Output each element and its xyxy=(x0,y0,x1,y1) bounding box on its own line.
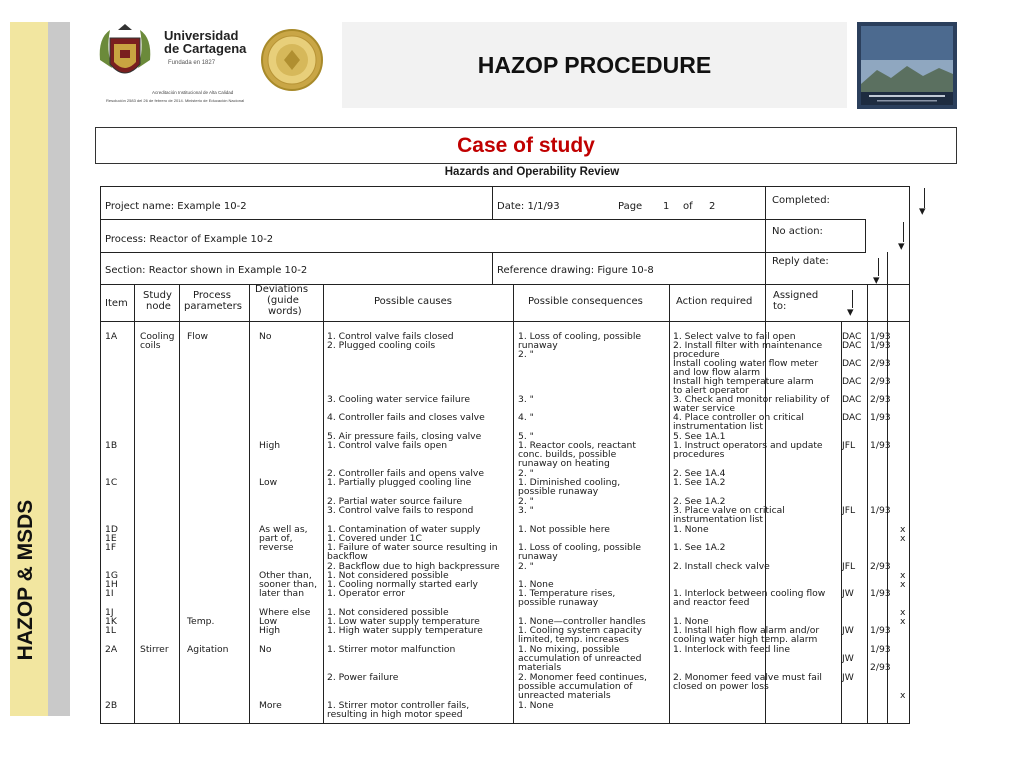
cell-cons: limited, temp. increases xyxy=(518,634,629,645)
university-logo xyxy=(92,20,332,115)
accreditation-seal-icon xyxy=(262,30,322,90)
cell-x: x xyxy=(900,579,906,590)
logo-accreditation-2: Resolución 2583 del 26 de febrero de 2014. Ministerio de Educación Nacional xyxy=(106,98,245,103)
cell-dev: High xyxy=(259,440,281,451)
cell-act: 3. Check and monitor reliability of xyxy=(673,394,830,405)
cell-act: 2. Install check valve xyxy=(673,561,770,572)
cell-who: DAC xyxy=(842,358,862,369)
page-number: 1 xyxy=(663,201,670,212)
cell-cons: 2. " xyxy=(518,468,534,479)
cell-item: 1F xyxy=(105,542,117,553)
cell-dev: reverse xyxy=(259,542,294,553)
cell-date: 2/93 xyxy=(870,376,891,387)
cell-cause: 3. Cooling water service failure xyxy=(327,394,470,405)
page-title: HAZOP PROCEDURE xyxy=(342,22,847,108)
cell-cons: 2. " xyxy=(518,496,534,507)
cell-who: DAC xyxy=(842,331,862,342)
cell-date: 1/93 xyxy=(870,412,891,423)
cell-cons: 2. " xyxy=(518,561,534,572)
cell-who: DAC xyxy=(842,394,862,405)
cell-cause: 4. Controller fails and closes valve xyxy=(327,412,485,423)
cell-act: 2. Install filter with maintenance xyxy=(673,340,823,351)
arrow-down-icon: ▾ xyxy=(873,273,880,288)
cell-cause: 1. Operator error xyxy=(327,588,405,599)
cell-cons: 1. None xyxy=(518,579,554,590)
cell-cons: 1. Cooling system capacity xyxy=(518,625,642,636)
cell-cons: unreacted materials xyxy=(518,690,611,701)
cell-item: 1I xyxy=(105,588,114,599)
process-name: Process: Reactor of Example 10-2 xyxy=(105,234,274,245)
cell-act: 1. None xyxy=(673,616,709,627)
cell-item: 1J xyxy=(105,607,114,618)
cell-act: 3. Place valve on critical xyxy=(673,505,785,516)
col-consequences: Possible consequences xyxy=(528,296,643,307)
cell-cause: 1. Partially plugged cooling line xyxy=(327,477,472,488)
review-date: Date: 1/1/93 xyxy=(497,201,560,212)
page-label: Page xyxy=(618,201,643,212)
cell-date: 1/93 xyxy=(870,625,891,636)
project-name: Project name: Example 10-2 xyxy=(105,201,247,212)
cell-dev: More xyxy=(259,700,282,711)
cell-cons: 4. " xyxy=(518,412,534,423)
col-deviation-3: words) xyxy=(268,306,302,317)
col-assigned-2: to: xyxy=(773,301,787,312)
case-of-study-heading: Case of study xyxy=(95,127,957,164)
cell-cause: 1. Covered under 1C xyxy=(327,533,422,544)
cell-who: JW xyxy=(842,672,854,683)
cell-cons: 5. " xyxy=(518,431,534,442)
cell-act: 1. Instruct operators and update xyxy=(673,440,823,451)
cell-cons: 1. None—controller handles xyxy=(518,616,646,627)
cell-date: 2/93 xyxy=(870,662,891,673)
cell-item: 2B xyxy=(105,700,118,711)
cell-cons: runaway on heating xyxy=(518,458,610,469)
cell-cause: 2. Partial water source failure xyxy=(327,496,463,507)
cell-x: x xyxy=(900,690,906,701)
cell-who: JFL xyxy=(842,505,856,516)
review-title: Hazards and Operability Review xyxy=(444,166,620,178)
logo-accreditation-1: Acreditación Institucional de Alta Calidad xyxy=(152,90,234,95)
cell-cause: 2. Controller fails and opens valve xyxy=(327,468,485,479)
cell-param: Agitation xyxy=(187,644,229,655)
cell-cause: 1. Contamination of water supply xyxy=(327,524,481,535)
col-param-2: parameters xyxy=(184,301,243,312)
cell-item: 1D xyxy=(105,524,118,535)
cell-cause: 1. Low water supply temperature xyxy=(327,616,480,627)
cell-x: x xyxy=(900,570,906,581)
cell-item: 2A xyxy=(105,644,118,655)
col-deviation-1: Deviations xyxy=(255,284,309,295)
cell-cause: 5. Air pressure fails, closing valve xyxy=(327,431,482,442)
cell-date: 1/93 xyxy=(870,440,891,451)
cell-date: 1/93 xyxy=(870,331,891,342)
cell-cons: runaway xyxy=(518,340,558,351)
logo-founded: Fundada en 1827 xyxy=(168,60,216,66)
cell-dev: No xyxy=(259,331,272,342)
cell-cons: possible runaway xyxy=(518,597,599,608)
arrow-down-icon: ▾ xyxy=(847,305,854,320)
cell-cause: resulting in high motor speed xyxy=(327,709,463,720)
cell-cause: backflow xyxy=(327,551,368,562)
cell-cause: 1. Stirrer motor controller fails, xyxy=(327,700,470,711)
cell-node: Stirrer xyxy=(140,644,169,655)
cell-cons: 2. " xyxy=(518,349,534,360)
cell-dev: Low xyxy=(259,616,278,627)
cell-cons: 1. Diminished cooling, xyxy=(518,477,621,488)
col-assigned-1: Assigned xyxy=(773,290,819,301)
cell-cons: possible runaway xyxy=(518,486,599,497)
cell-cause: 1. High water supply temperature xyxy=(327,625,483,636)
cell-item: 1L xyxy=(105,625,116,636)
book-cover-image xyxy=(857,22,957,109)
reference-drawing: Reference drawing: Figure 10-8 xyxy=(497,265,654,276)
side-shadow xyxy=(48,22,70,716)
cell-act: 2. Monomer feed valve must fail xyxy=(673,672,822,683)
cell-dev: later than xyxy=(259,588,305,599)
cell-act: procedures xyxy=(673,449,725,460)
cell-date: 1/93 xyxy=(870,340,891,351)
page-of: of xyxy=(683,201,693,212)
cell-who: DAC xyxy=(842,376,862,387)
cell-param: Flow xyxy=(187,331,208,342)
cell-cause: 3. Control valve fails to respond xyxy=(327,505,474,516)
cell-act: 1. Interlock with feed line xyxy=(673,644,791,655)
cell-act: cooling water high temp. alarm xyxy=(673,634,818,645)
cell-cons: runaway xyxy=(518,551,558,562)
page-total: 2 xyxy=(709,201,716,212)
cell-item: 1C xyxy=(105,477,118,488)
cell-act: water service xyxy=(673,403,736,414)
cell-act: 1. See 1A.2 xyxy=(673,477,726,488)
cell-cause: 1. Cooling normally started early xyxy=(327,579,478,590)
cell-date: 2/93 xyxy=(870,561,891,572)
cell-who: JFL xyxy=(842,440,856,451)
hazop-review-table xyxy=(97,180,934,728)
cell-dev: Low xyxy=(259,477,278,488)
cell-date: 1/93 xyxy=(870,588,891,599)
cell-act: 1. Select valve to fail open xyxy=(673,331,796,342)
cell-who: JW xyxy=(842,653,854,664)
cell-act: 1. Interlock between cooling flow xyxy=(673,588,826,599)
cell-dev: No xyxy=(259,644,272,655)
cell-cons: conc. builds, possible xyxy=(518,449,617,460)
cell-act: 1. Install high flow alarm and/or xyxy=(673,625,820,636)
cell-dev: High xyxy=(259,625,281,636)
cell-param: Temp. xyxy=(187,616,215,627)
cell-cons: accumulation of unreacted xyxy=(518,653,642,664)
col-study-node-1: Study xyxy=(143,290,172,301)
cell-cause: 1. Not considered possible xyxy=(327,607,449,618)
col-action: Action required xyxy=(676,296,753,307)
col-item: Item xyxy=(105,298,128,309)
cell-act: Install cooling water flow meter xyxy=(673,358,819,369)
cell-item: 1E xyxy=(105,533,117,544)
cell-item: 1A xyxy=(105,331,118,342)
col-study-node-2: node xyxy=(146,301,171,312)
cell-cause: 1. Control valve fails open xyxy=(327,440,448,451)
cell-dev: Other than, xyxy=(259,570,312,581)
cell-act: 1. None xyxy=(673,524,709,535)
cell-act: 2. See 1A.2 xyxy=(673,496,726,507)
cell-act: 5. See 1A.1 xyxy=(673,431,726,442)
side-label: HAZOP & MSDS xyxy=(14,499,37,661)
cell-who: DAC xyxy=(842,340,862,351)
cell-cons: 1. Loss of cooling, possible xyxy=(518,331,642,342)
cell-item: 1B xyxy=(105,440,118,451)
cell-cons: 3. " xyxy=(518,394,534,405)
cell-cons: 1. Not possible here xyxy=(518,524,610,535)
cell-act: closed on power loss xyxy=(673,681,769,692)
cell-act: 4. Place controller on critical xyxy=(673,412,804,423)
cell-node: Cooling xyxy=(140,331,175,342)
cell-act: instrumentation list xyxy=(673,421,764,432)
cell-who: JFL xyxy=(842,561,856,572)
col-param-1: Process xyxy=(193,290,231,301)
logo-name-2: de Cartagena xyxy=(164,41,247,56)
cell-act: instrumentation list xyxy=(673,514,764,525)
cell-cons: 1. Reactor cools, reactant xyxy=(518,440,636,451)
cell-act: 1. See 1A.2 xyxy=(673,542,726,553)
cell-date: 1/93 xyxy=(870,505,891,516)
cell-act: Install high temperature alarm xyxy=(673,376,814,387)
cell-cons: materials xyxy=(518,662,562,673)
cell-who: JW xyxy=(842,588,854,599)
cell-node: coils xyxy=(140,340,161,351)
section-name: Section: Reactor shown in Example 10-2 xyxy=(105,265,308,276)
col-deviation-2: (guide xyxy=(267,295,299,306)
cell-date: 1/93 xyxy=(870,644,891,655)
cell-item: 1G xyxy=(105,570,118,581)
cell-dev: As well as, xyxy=(259,524,308,535)
cell-item: 1H xyxy=(105,579,118,590)
cell-cause: 1. Control valve fails closed xyxy=(327,331,454,342)
cell-cause: 1. Stirrer motor malfunction xyxy=(327,644,456,655)
cell-cons: 3. " xyxy=(518,505,534,516)
cell-cons: possible accumulation of xyxy=(518,681,633,692)
cell-x: x xyxy=(900,607,906,618)
cell-cause: 2. Backflow due to high backpressure xyxy=(327,561,500,572)
cell-date: 2/93 xyxy=(870,394,891,405)
arrow-down-icon: ▾ xyxy=(919,204,926,219)
cell-cause: 2. Power failure xyxy=(327,672,399,683)
cell-item: 1K xyxy=(105,616,117,627)
cell-x: x xyxy=(900,533,906,544)
cell-act: to alert operator xyxy=(673,385,749,396)
cell-dev: part of, xyxy=(259,533,293,544)
cell-cons: 1. No mixing, possible xyxy=(518,644,620,655)
cell-act: and low flow alarm xyxy=(673,367,761,378)
cell-cause: 1. Not considered possible xyxy=(327,570,449,581)
reply-date-label: Reply date: xyxy=(772,256,829,267)
cell-act: and reactor feed xyxy=(673,597,750,608)
cell-date: 2/93 xyxy=(870,358,891,369)
cell-x: x xyxy=(900,524,906,535)
cell-cons: 1. Temperature rises, xyxy=(518,588,616,599)
logo-name-1: Universidad xyxy=(164,28,239,43)
no-action-label: No action: xyxy=(772,226,823,237)
cell-who: DAC xyxy=(842,412,862,423)
cell-act: 2. See 1A.4 xyxy=(673,468,726,479)
completed-label: Completed: xyxy=(772,195,830,206)
cell-dev: Where else xyxy=(259,607,311,618)
cell-cause: 2. Plugged cooling coils xyxy=(327,340,436,351)
cell-x: x xyxy=(900,616,906,627)
cell-who: JW xyxy=(842,625,854,636)
cell-cause: 1. Failure of water source resulting in xyxy=(327,542,498,553)
cell-cons: 2. Monomer feed continues, xyxy=(518,672,647,683)
arrow-down-icon: ▾ xyxy=(898,239,905,254)
cell-cons: 1. Loss of cooling, possible xyxy=(518,542,642,553)
cell-cons: 1. None xyxy=(518,700,554,711)
university-crest-icon xyxy=(92,20,332,115)
cell-act: procedure xyxy=(673,349,720,360)
cell-dev: sooner than, xyxy=(259,579,318,590)
col-causes: Possible causes xyxy=(374,296,452,307)
